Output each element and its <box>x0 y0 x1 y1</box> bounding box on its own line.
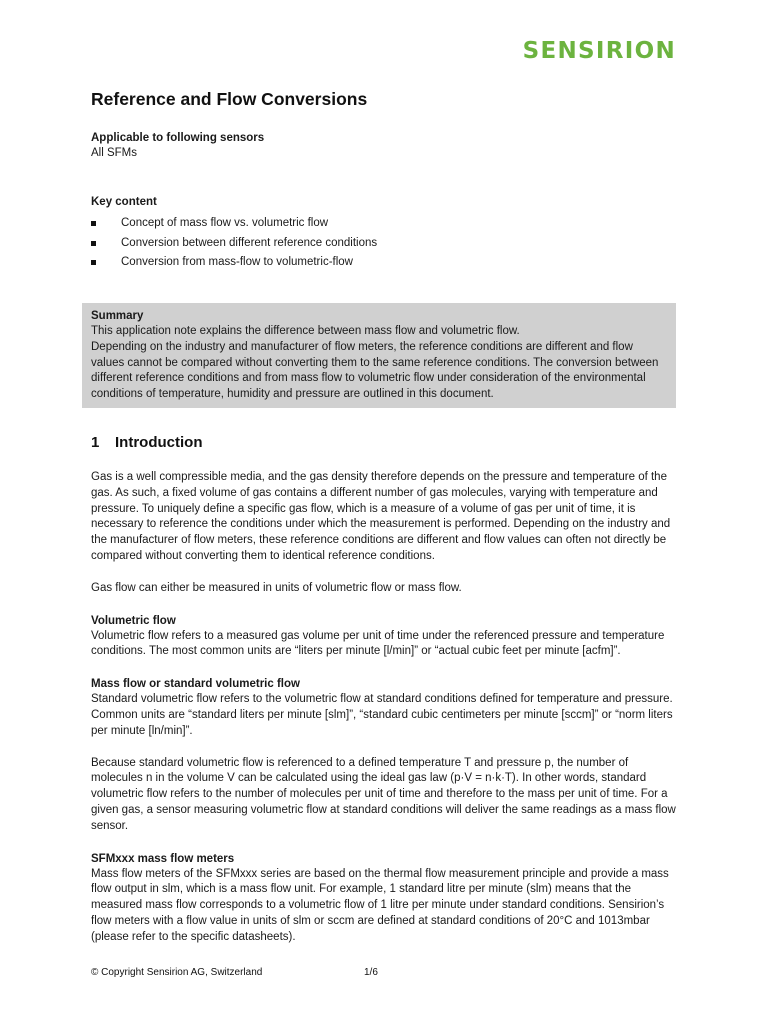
mass-flow-heading: Mass flow or standard volumetric flow <box>91 678 300 691</box>
sensirion-logo: SENSIRION <box>522 38 676 64</box>
intro-paragraph-1: Gas is a well compressible media, and the gas density therefore depends on the pressure and temperature of the gas. As such, a fixed volume of gas contains a different number of gas molecules, varying with temperature and pressure. To uniquely define a specific gas flow, which is a measure of a volume of gas per unit of time, it is necessary to reference the conditions under which the measurement is performed. Depending on the industry and the manufacturer of flow meters, these reference conditions are different and flow values can often not directly be compared without converting them to identical reference conditions. <box>91 471 671 562</box>
volumetric-flow-text: Volumetric flow refers to a measured gas volume per unit of time under the referenced pressure and temperature conditions. The most common units are “liters per minute [l/min]” or “actual cubic feet per minute [acfm]”. <box>91 629 665 658</box>
page-number: 1/6 <box>364 967 378 978</box>
key-content-list <box>91 214 677 273</box>
introduction-body <box>91 470 677 946</box>
intro-paragraph-2: Gas flow can either be measured in units of volumetric flow or mass flow. <box>91 581 462 594</box>
section-title: Introduction <box>115 434 203 451</box>
summary-line1: This application note explains the difference between mass flow and volumetric flow. <box>91 325 520 337</box>
bullet-square-icon <box>91 221 96 226</box>
summary-label: Summary <box>91 310 144 322</box>
bullet-square-icon <box>91 241 96 246</box>
mass-flow-text-2: Because standard volumetric flow is referenced to a defined temperature T and pressure p, the number of molecules n in the volume V can be calculated using the ideal gas law (p·V = n·k·T). In other words, standard volumetric flow refers to the number of molecules per unit of time and therefore to the mass per unit of time. For a given gas, a sensor measuring volumetric flow at standard conditions will deliver the same readings as a mass flow sensor. <box>91 756 676 832</box>
applicable-value: All SFMs <box>91 147 137 159</box>
list-item <box>91 214 677 234</box>
mass-flow-text: Standard volumetric flow refers to the volumetric flow at standard conditions defined for temperature and pressure. Common units are “standard liters per minute [slm]”, “standard cubic centimeters per minute [sccm]” or “norm liters per minute [ln/min]”. <box>91 693 673 737</box>
section-heading-introduction <box>91 434 202 451</box>
document-title: Reference and Flow Conversions <box>91 89 368 109</box>
list-item <box>91 253 677 273</box>
key-content-section <box>91 194 677 273</box>
sfmxxx-heading: SFMxxx mass flow meters <box>91 852 235 865</box>
section-number: 1 <box>91 434 100 451</box>
list-item-text: Conversion between different reference conditions <box>121 236 378 249</box>
applicable-label: Applicable to following sensors <box>91 132 265 144</box>
volumetric-flow-heading: Volumetric flow <box>91 614 176 627</box>
key-content-label: Key content <box>91 196 157 208</box>
sfmxxx-text: Mass flow meters of the SFMxxx series are based on the thermal flow measurement principle and provide a mass flow output in slm, which is a mass flow unit. For example, 1 standard litre per minute (slm) means that the measured mass flow corresponds to a volumetric flow of 1 litre per minute under standard conditions. Sensirion’s flow meters with a flow value in units of slm or sccm are defined at standard conditions of 20°C and 1013mbar (please refer to the specific datasheets). <box>91 867 669 943</box>
list-item-text: Concept of mass flow vs. volumetric flow <box>121 217 329 229</box>
summary-box <box>82 303 676 408</box>
list-item-text: Conversion from mass-flow to volumetric-flow <box>121 256 353 268</box>
bullet-square-icon <box>91 260 96 265</box>
list-item <box>91 234 677 254</box>
applicable-section <box>91 130 677 162</box>
summary-line2: Depending on the industry and manufacturer of flow meters, the reference conditions are different and flow values cannot be compared without converting them to the same reference conditions. The conversion between different reference conditions and from mass flow to volumetric flow under consideration of the environmental conditions of temperature, humidity and pressure are outlined in this document. <box>91 340 659 401</box>
footer-copyright: © Copyright Sensirion AG, Switzerland <box>91 967 263 978</box>
